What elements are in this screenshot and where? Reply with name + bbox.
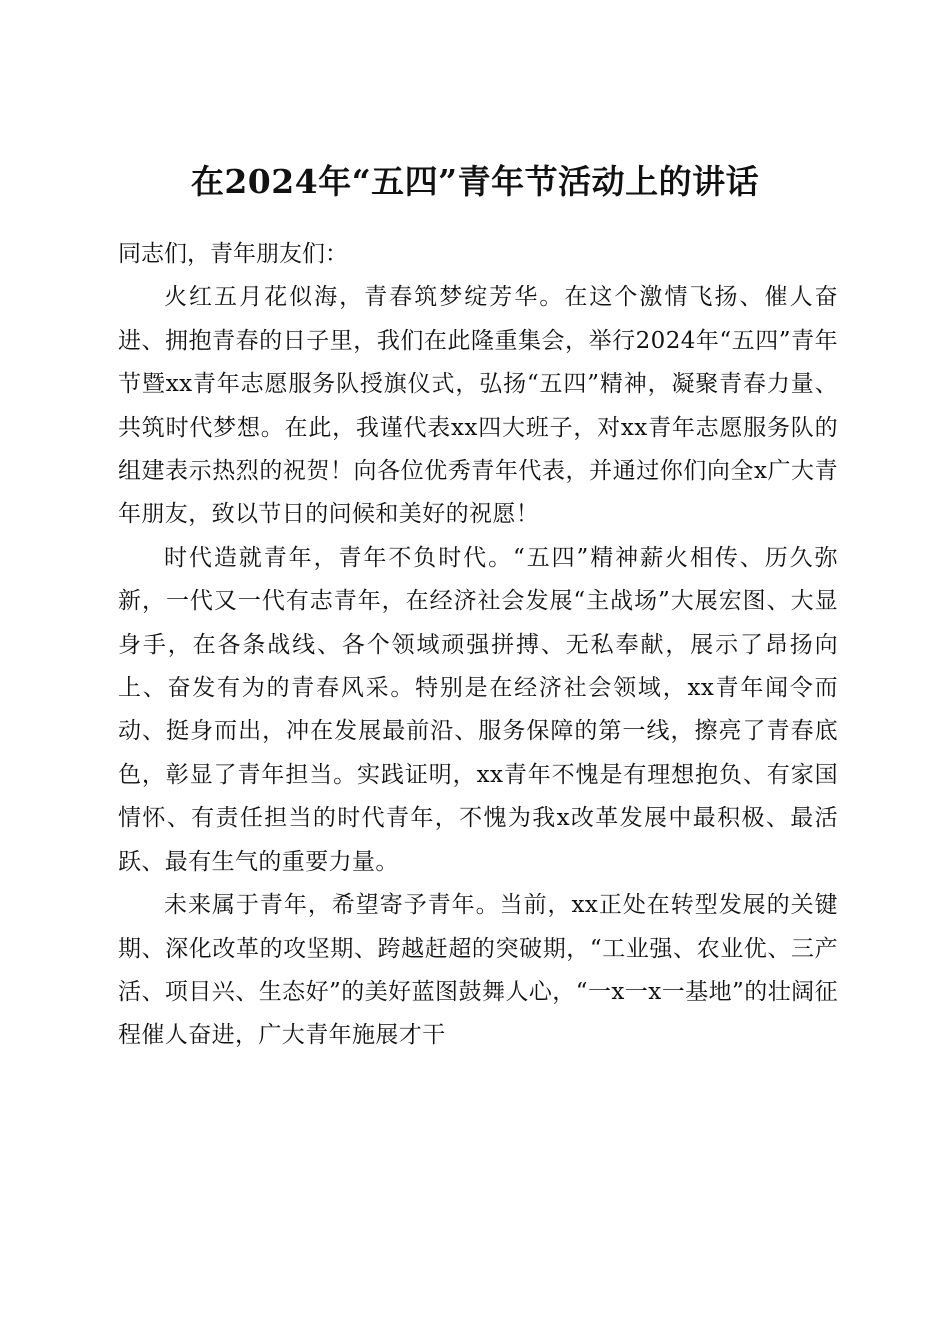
paragraph-2: 时代造就青年，青年不负时代。“五四”精神薪火相传、历久弥新，一代又一代有志青年，在经济社会发展“主战场”大展宏图、大显身手，在各条战线、各个领域顽强拼搏、无私奉献，展示了昂扬向上、奋发有为的青春风采。特别是在经济社会领域，xx青年闻令而动、挺身而出，冲在发展最前沿、服务保障的第一线，擦亮了青春底色，彰显了青年担当。实践证明，xx青年不愧是有理想抱负、有家国情怀、有责任担当的时代青年，不愧为我x改革发展中最积极、最活跃、最有生气的重要力量。: [118, 544, 838, 875]
document-body: [118, 233, 838, 1058]
document-title: 在2024年“五四”青年节活动上的讲话: [190, 162, 760, 202]
paragraph-1: 火红五月花似海，青春筑梦绽芳华。在这个激情飞扬、催人奋进、拥抱青春的日子里，我们在此隆重集会，举行2024年“五四”青年节暨xx青年志愿服务队授旗仪式，弘扬“五四”精神，凝聚青春力量、共筑时代梦想。在此，我谨代表xx四大班子，对xx青年志愿服务队的组建表示热烈的祝贺！向各位优秀青年代表，并通过你们向全x广大青年朋友，致以节日的问候和美好的祝愿！: [118, 284, 838, 528]
salutation: 同志们，青年朋友们：: [118, 241, 348, 267]
paragraph-3: 未来属于青年，希望寄予青年。当前，xx正处在转型发展的关键期、深化改革的攻坚期、跨越赶超的突破期，“工业强、农业优、三产活、项目兴、生态好”的美好蓝图鼓舞人心，“一x一x一基地”的壮阔征程催人奋进，广大青年施展才干: [118, 892, 838, 1049]
